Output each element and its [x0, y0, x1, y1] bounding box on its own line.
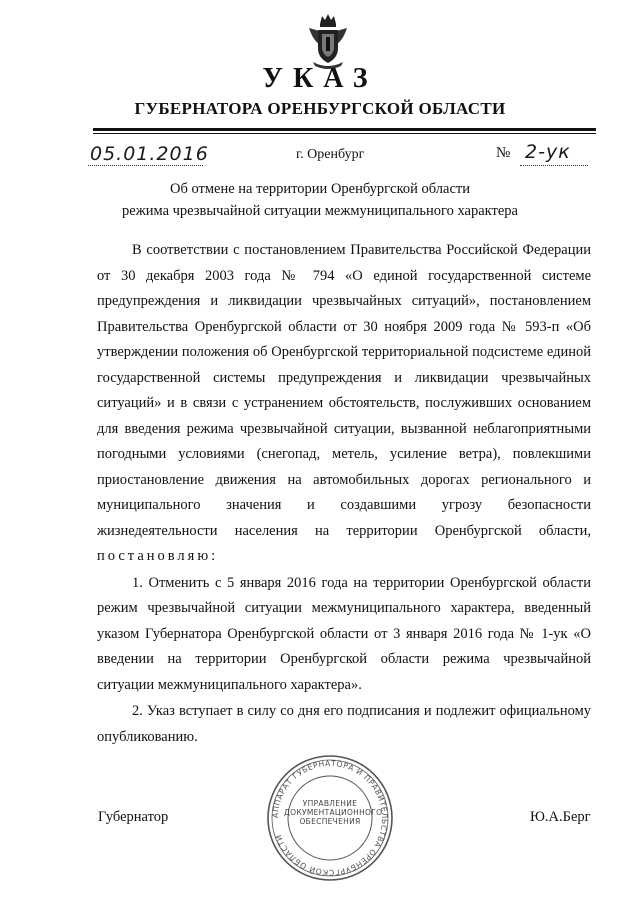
stamp-inner-line-3: ОБЕСПЕЧЕНИЯ	[299, 817, 361, 826]
header-divider-thin	[93, 133, 596, 134]
coat-of-arms-icon	[305, 10, 351, 70]
document-type-title: УКАЗ	[262, 63, 378, 94]
item-2-paragraph: 2. Указ вступает в силу со дня его подписания и подлежит официальному опубликованию.	[97, 703, 591, 745]
signatory-role: Губернатор	[98, 809, 169, 825]
number-underline	[520, 165, 588, 166]
issuer-subtitle: ГУБЕРНАТОРА ОРЕНБУРГСКОЙ ОБЛАСТИ	[134, 99, 506, 118]
preamble-text: В соответствии с постановлением Правительства Российской Федерации от 30 декабря 2003 года № 794 «О единой государственной системе предупреждения и ликвидации чрезвычайных ситуаций», постановлением Правительства Оренбургской области от 30 ноября 2009 года № 593-п «Об утверждении положения об Оренбургской территориальной подсистеме единой государственной системы предупреждения и ликвидации чрезвычайных ситуаций» и в связи с устранением обстоятельств, послуживших основанием для введения режима чрезвычайной ситуации, вызванной неблагоприятными погодными условиями (снегопад, метель, усиление ветра), повлекшими приостановление движения на автомобильных дорогах регионального и муниципального значения и создавшими угрозу безопасности жизнедеятельности населения на территории Оренбургской области,	[97, 242, 591, 539]
heading-line-2: режима чрезвычайной ситуации межмуниципального характера	[122, 203, 518, 219]
preamble-paragraph	[97, 238, 591, 570]
stamp-inner-text	[284, 799, 383, 826]
item-1-paragraph: 1. Отменить с 5 января 2016 года на территории Оренбургской области режим чрезвычайной ситуации межмуниципального характера, введенный указом Губернатора Оренбургской области от 3 января 2016 года № 1-ук «О введении на территории Оренбургской области режима чрезвычайной ситуации межмуниципального характера».	[97, 574, 591, 693]
signatory-name: Ю.А.Берг	[530, 809, 591, 825]
decree-heading	[0, 178, 640, 222]
decree-date: 05.01.2016	[90, 143, 209, 165]
header-divider-thick	[93, 128, 596, 131]
date-underline	[88, 165, 203, 166]
decree-body	[97, 238, 591, 750]
decree-number: 2-ук	[525, 141, 571, 163]
stamp-inner-line-1: УПРАВЛЕНИЕ	[302, 799, 358, 808]
stamp-inner-line-2: ДОКУМЕНТАЦИОННОГО	[284, 808, 383, 817]
decree-city: г. Оренбург	[296, 147, 365, 162]
decree-word: постановляю:	[97, 548, 219, 564]
stamp-ring-text: АППАРАТ ГУБЕРНАТОРА И ПРАВИТЕЛЬСТВА ОРЕНБУРГСКОЙ ОБЛАСТИ	[270, 758, 390, 878]
heading-line-1: Об отмене на территории Оренбургской области	[170, 181, 470, 197]
number-label: №	[496, 145, 511, 161]
